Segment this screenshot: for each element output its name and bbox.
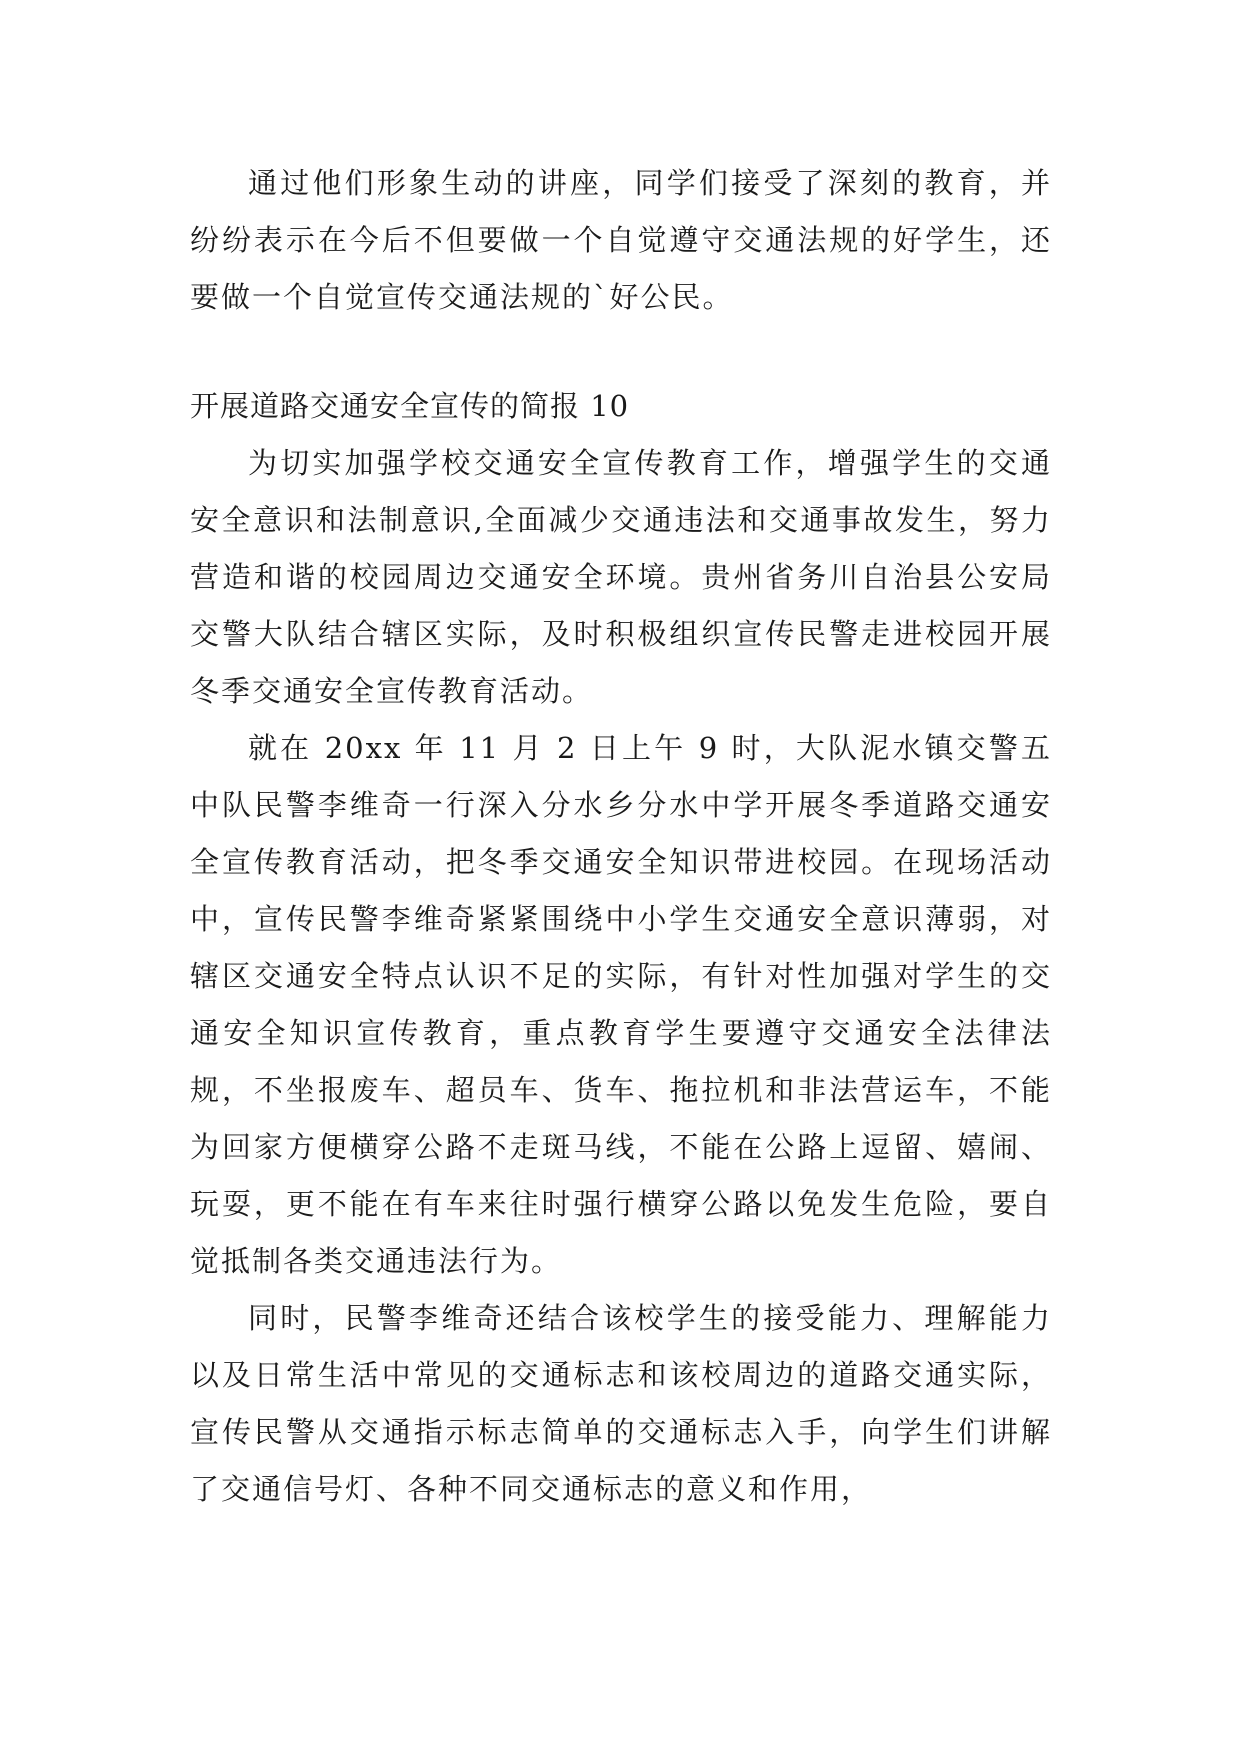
document-body (190, 155, 1052, 1518)
paragraph-purpose: 为切实加强学校交通安全宣传教育工作，增强学生的交通安全意识和法制意识,全面减少交通违法和交通事故发生，努力营造和谐的校园周边交通安全环境。贵州省务川自治县公安局交警大队结合辖区实际，及时积极组织宣传民警走进校园开展冬季交通安全宣传教育活动。 (190, 446, 1052, 708)
section-title: 开展道路交通安全宣传的简报 10 (190, 389, 630, 423)
paragraph-signs: 同时，民警李维奇还结合该校学生的接受能力、理解能力以及日常生活中常见的交通标志和该校周边的道路交通实际，宣传民警从交通指示标志简单的交通标志入手，向学生们讲解了交通信号灯、各种不同交通标志的意义和作用， (190, 1301, 1052, 1506)
paragraph-intro-closing: 通过他们形象生动的讲座，同学们接受了深刻的教育，并纷纷表示在今后不但要做一个自觉遵守交通法规的好学生，还要做一个自觉宣传交通法规的`好公民。 (190, 166, 1052, 314)
paragraph-activity: 就在 20xx 年 11 月 2 日上午 9 时，大队泥水镇交警五中队民警李维奇一行深入分水乡分水中学开展冬季道路交通安全宣传教育活动，把冬季交通安全知识带进校园。在现场活动中，宣传民警李维奇紧紧围绕中小学生交通安全意识薄弱，对辖区交通安全特点认识不足的实际，有针对性加强对学生的交通安全知识宣传教育，重点教育学生要遵守交通安全法律法规，不坐报废车、超员车、货车、拖拉机和非法营运车，不能为回家方便横穿公路不走斑马线，不能在公路上逗留、嬉闹、玩耍，更不能在有车来往时强行横穿公路以免发生危险，要自觉抵制各类交通违法行为。 (190, 731, 1052, 1278)
